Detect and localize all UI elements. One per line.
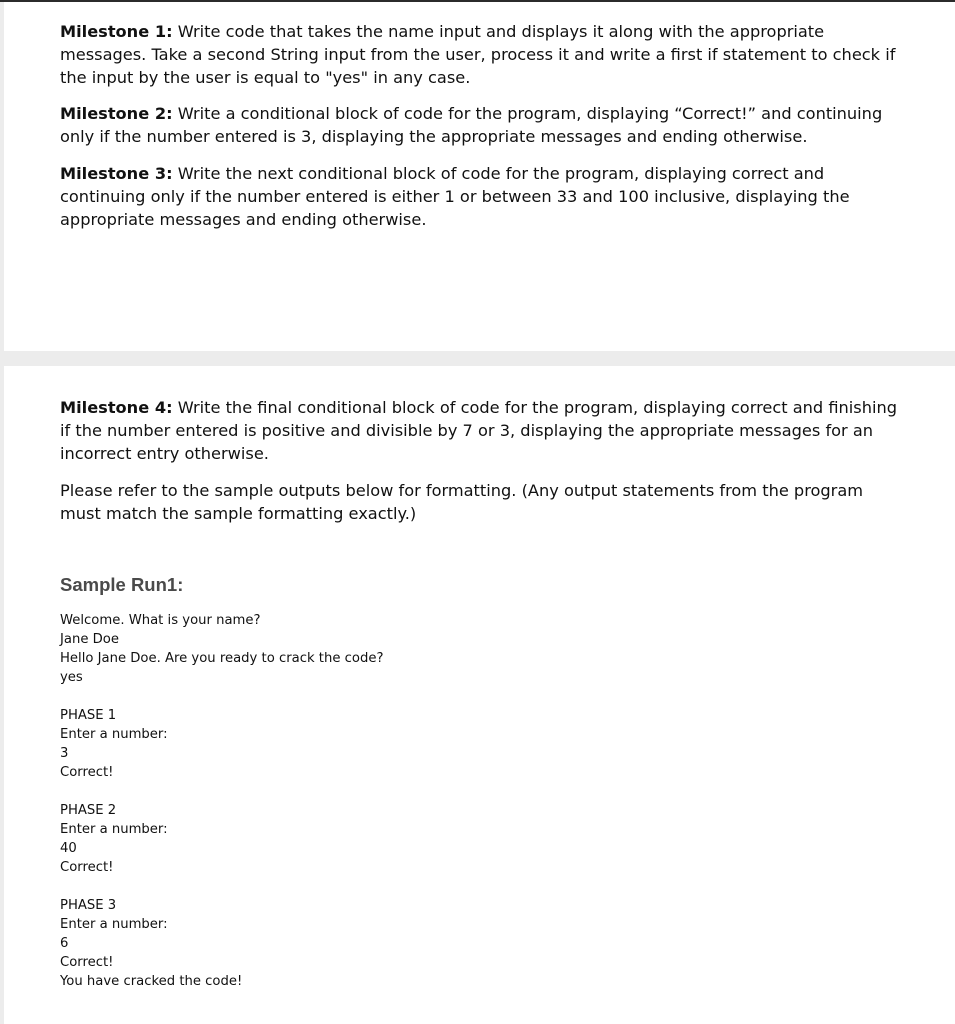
- milestone-4-text: Write the final conditional block of code for the program, displaying correct and finishing if the number entered is positive and divisible by 7 or 3, displaying the appropriate messages for an incorrect entry otherwise.: [60, 398, 898, 463]
- output-line: Hello Jane Doe. Are you ready to crack the code?: [60, 651, 384, 666]
- output-line: yes: [60, 670, 83, 685]
- milestone-3-text: Write the next conditional block of code for the program, displaying correct and continuing only if the number entered is either 1 or between 33 and 100 inclusive, displaying the appropriate messages and ending otherwise.: [60, 164, 850, 229]
- output-line: 6: [60, 936, 69, 951]
- output-line: PHASE 2: [60, 803, 117, 818]
- output-line: Correct!: [60, 955, 114, 970]
- milestone-1-label: Milestone 1:: [60, 22, 173, 41]
- milestone-2: [60, 102, 900, 148]
- milestone-2-label: Milestone 2:: [60, 104, 173, 123]
- milestone-2-text: Write a conditional block of code for the program, displaying “Correct!” and continuing only if the number entered is 3, displaying the appropriate messages and ending otherwise.: [60, 104, 883, 146]
- sample-run-title: Sample Run1:: [60, 574, 184, 595]
- document-page-2: [4, 366, 955, 1024]
- output-line: 3: [60, 746, 69, 761]
- output-line: 40: [60, 841, 77, 856]
- milestone-4: [60, 396, 900, 465]
- output-line: Enter a number:: [60, 727, 168, 742]
- output-line: Correct!: [60, 860, 114, 875]
- output-line: Correct!: [60, 765, 114, 780]
- output-blank-line: [60, 782, 383, 801]
- output-line: Enter a number:: [60, 917, 168, 932]
- sample-run-output: [60, 611, 383, 991]
- milestone-3: [60, 162, 900, 231]
- output-line: Welcome. What is your name?: [60, 613, 261, 628]
- milestone-1: [60, 20, 900, 89]
- output-line: Enter a number:: [60, 822, 168, 837]
- output-line: PHASE 3: [60, 898, 117, 913]
- output-line: Jane Doe: [60, 632, 119, 647]
- output-line: You have cracked the code!: [60, 974, 243, 989]
- output-blank-line: [60, 877, 383, 896]
- output-blank-line: [60, 687, 383, 706]
- milestone-3-label: Milestone 3:: [60, 164, 173, 183]
- document-page-1: [4, 2, 955, 351]
- formatting-instructions: Please refer to the sample outputs below for formatting. (Any output statements from the program must match the sample formatting exactly.): [60, 481, 864, 523]
- output-line: PHASE 1: [60, 708, 117, 723]
- milestone-4-label: Milestone 4:: [60, 398, 173, 417]
- milestone-1-text: Write code that takes the name input and displays it along with the appropriate messages. Take a second String input from the user, process it and write a first if statement to check if the input by the user is equal to "yes" in any case.: [60, 22, 896, 87]
